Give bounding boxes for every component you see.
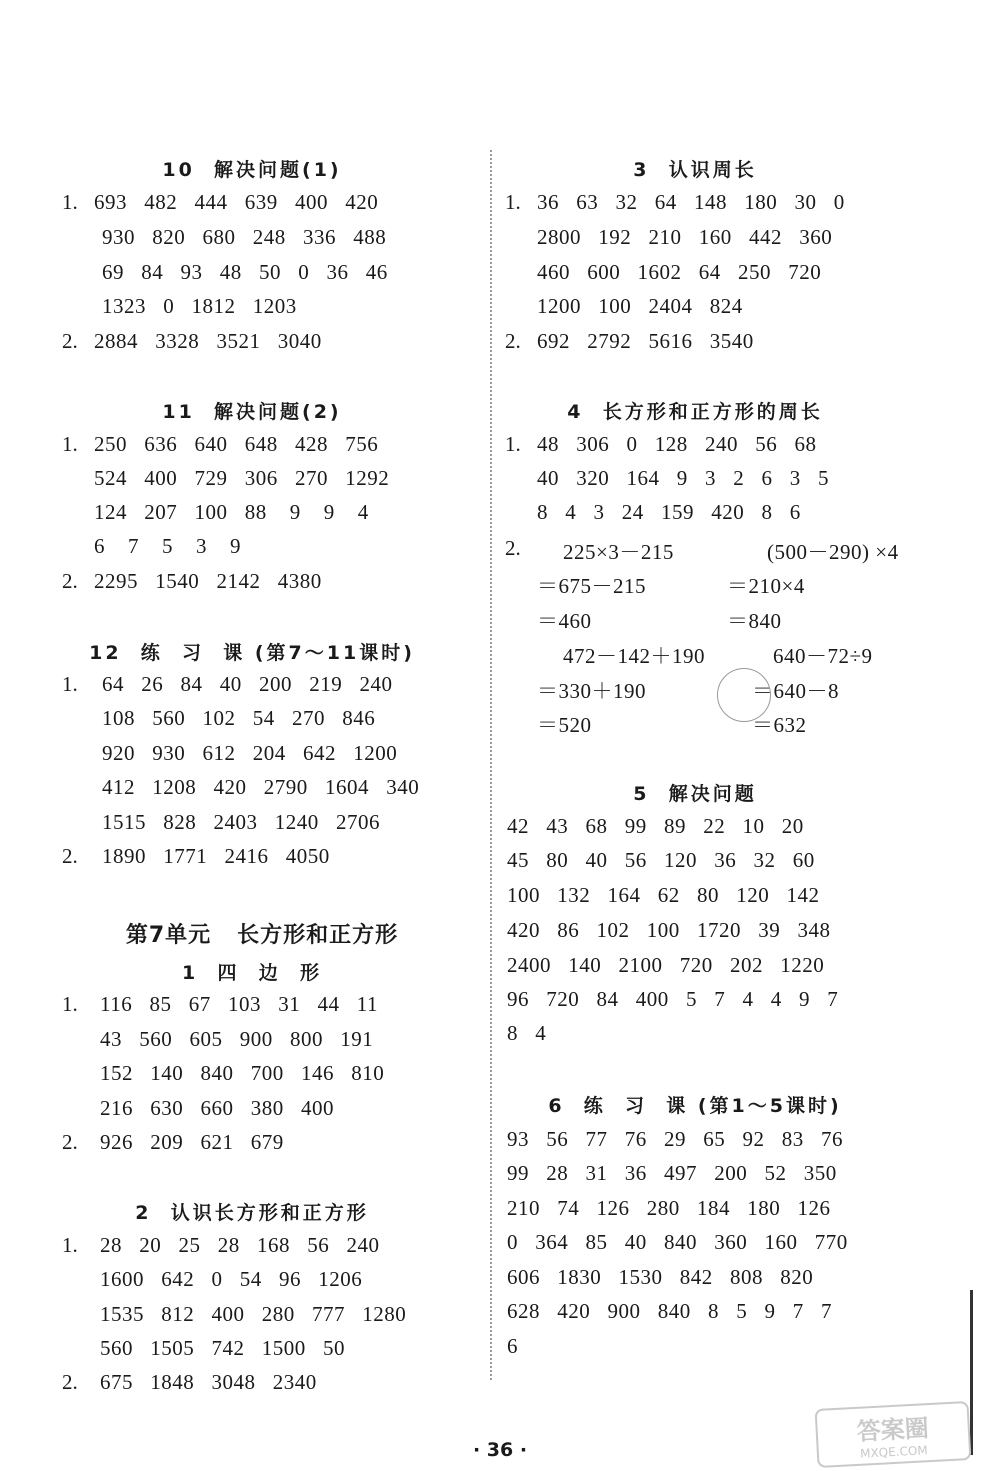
answer-row: 460 600 1602 64 250 720 <box>537 260 822 284</box>
watermark-logo <box>815 1401 972 1468</box>
question-1-marker: 1. <box>62 432 78 456</box>
page-number: · 36 · <box>472 1439 528 1461</box>
calc-line: ＝675－215 <box>537 574 646 598</box>
section-2-heading: 2 认识长方形和正方形 <box>135 1202 369 1224</box>
answer-row: 412 1208 420 2790 1604 340 <box>102 775 420 799</box>
column-divider <box>490 150 492 1380</box>
answer-row: 69 84 93 48 50 0 36 46 <box>102 260 388 284</box>
faint-stamp <box>717 668 771 722</box>
answer-row: 1600 642 0 54 96 1206 <box>100 1267 363 1291</box>
answer-row: 560 1505 742 1500 50 <box>100 1336 345 1360</box>
answer-row: 42 43 68 99 89 22 10 20 <box>507 814 804 838</box>
question-1-marker: 1. <box>62 992 78 1016</box>
question-1-marker: 1. <box>62 672 78 696</box>
answer-row: 1890 1771 2416 4050 <box>102 844 330 868</box>
answer-row: 2400 140 2100 720 202 1220 <box>507 953 825 977</box>
calc-line: ＝210×4 <box>727 574 805 598</box>
answer-row: 8 4 3 24 159 420 8 6 <box>537 500 801 524</box>
section-10-heading: 10 解决问题(1) <box>162 159 342 181</box>
answer-row: 210 74 126 280 184 180 126 <box>507 1196 831 1220</box>
answer-row: 216 630 660 380 400 <box>100 1096 334 1120</box>
answer-row: 6 <box>507 1334 518 1358</box>
answer-row: 45 80 40 56 120 36 32 60 <box>507 848 815 872</box>
answer-row: 28 20 25 28 168 56 240 <box>100 1233 380 1257</box>
answer-row: 99 28 31 36 497 200 52 350 <box>507 1161 837 1185</box>
answer-row: 152 140 840 700 146 810 <box>100 1061 385 1085</box>
watermark-text: 答案圈 <box>856 1414 930 1446</box>
question-2-marker: 2. <box>62 329 78 353</box>
unit-7-heading: 第7单元 长方形和正方形 <box>125 923 399 948</box>
section-4-heading: 4 长方形和正方形的周长 <box>567 401 823 423</box>
calc-line: ＝840 <box>727 609 782 633</box>
answer-row: 36 63 32 64 148 180 30 0 <box>537 190 845 214</box>
edge-mark <box>970 1290 973 1455</box>
answer-row: 693 482 444 639 400 420 <box>94 190 379 214</box>
question-1-marker: 1. <box>505 190 521 214</box>
answer-row: 1323 0 1812 1203 <box>102 294 297 318</box>
calc-line: 472－142＋190 <box>563 644 705 668</box>
question-1-marker: 1. <box>505 432 521 456</box>
answer-row: 1200 100 2404 824 <box>537 294 743 318</box>
answer-row: 675 1848 3048 2340 <box>100 1370 317 1394</box>
answer-row: 116 85 67 103 31 44 11 <box>100 992 378 1016</box>
answer-row: 124 207 100 88 9 9 4 <box>94 500 369 524</box>
answer-row: 920 930 612 204 642 1200 <box>102 741 398 765</box>
calc-line: ＝330＋190 <box>537 679 646 703</box>
answer-row: 926 209 621 679 <box>100 1130 284 1154</box>
answer-row: 2884 3328 3521 3040 <box>94 329 322 353</box>
answer-row: 48 306 0 128 240 56 68 <box>537 432 817 456</box>
answer-row: 6 7 5 3 9 <box>94 534 241 558</box>
question-2-marker: 2. <box>62 569 78 593</box>
answer-row: 96 720 84 400 5 7 4 4 9 7 <box>507 987 839 1011</box>
answer-row: 8 4 <box>507 1021 547 1045</box>
section-1-heading: 1 四 边 形 <box>182 962 322 984</box>
answer-row: 2295 1540 2142 4380 <box>94 569 322 593</box>
answer-row: 628 420 900 840 8 5 9 7 7 <box>507 1299 832 1323</box>
answer-row: 43 560 605 900 800 191 <box>100 1027 374 1051</box>
answer-row: 1515 828 2403 1240 2706 <box>102 810 380 834</box>
answer-row: 2800 192 210 160 442 360 <box>537 225 833 249</box>
calc-line: ＝632 <box>752 713 807 737</box>
watermark-url: MXQE.COM <box>859 1443 929 1461</box>
calc-line: 640－72÷9 <box>773 644 873 668</box>
calc-line: ＝460 <box>537 609 592 633</box>
answer-row: 250 636 640 648 428 756 <box>94 432 379 456</box>
question-1-marker: 1. <box>62 190 78 214</box>
question-2-marker: 2. <box>505 329 521 353</box>
calc-line: (500－290) ×4 <box>767 540 899 564</box>
calc-line: ＝520 <box>537 713 592 737</box>
question-1-marker: 1. <box>62 1233 78 1257</box>
answer-row: 420 86 102 100 1720 39 348 <box>507 918 831 942</box>
answer-row: 1535 812 400 280 777 1280 <box>100 1302 407 1326</box>
answer-row: 40 320 164 9 3 2 6 3 5 <box>537 466 829 490</box>
answer-row: 0 364 85 40 840 360 160 770 <box>507 1230 848 1254</box>
answer-row: 64 26 84 40 200 219 240 <box>102 672 393 696</box>
calc-line: 225×3－215 <box>563 540 674 564</box>
question-2-marker: 2. <box>505 536 521 560</box>
answer-row: 606 1830 1530 842 808 820 <box>507 1265 814 1289</box>
section-3-heading: 3 认识周长 <box>633 159 757 181</box>
question-2-marker: 2. <box>62 844 78 868</box>
question-2-marker: 2. <box>62 1130 78 1154</box>
section-5-heading: 5 解决问题 <box>633 783 757 805</box>
calc-line: ＝640－8 <box>752 679 839 703</box>
answer-row: 108 560 102 54 270 846 <box>102 706 376 730</box>
answer-row: 524 400 729 306 270 1292 <box>94 466 390 490</box>
section-6-heading: 6 练 习 课 (第1～5课时) <box>548 1095 842 1117</box>
answer-row: 930 820 680 248 336 488 <box>102 225 387 249</box>
section-12-heading: 12 练 习 课 (第7～11课时) <box>89 642 415 664</box>
answer-row: 692 2792 5616 3540 <box>537 329 754 353</box>
answer-row: 93 56 77 76 29 65 92 83 76 <box>507 1127 843 1151</box>
section-11-heading: 11 解决问题(2) <box>162 401 342 423</box>
question-2-marker: 2. <box>62 1370 78 1394</box>
answer-row: 100 132 164 62 80 120 142 <box>507 883 820 907</box>
